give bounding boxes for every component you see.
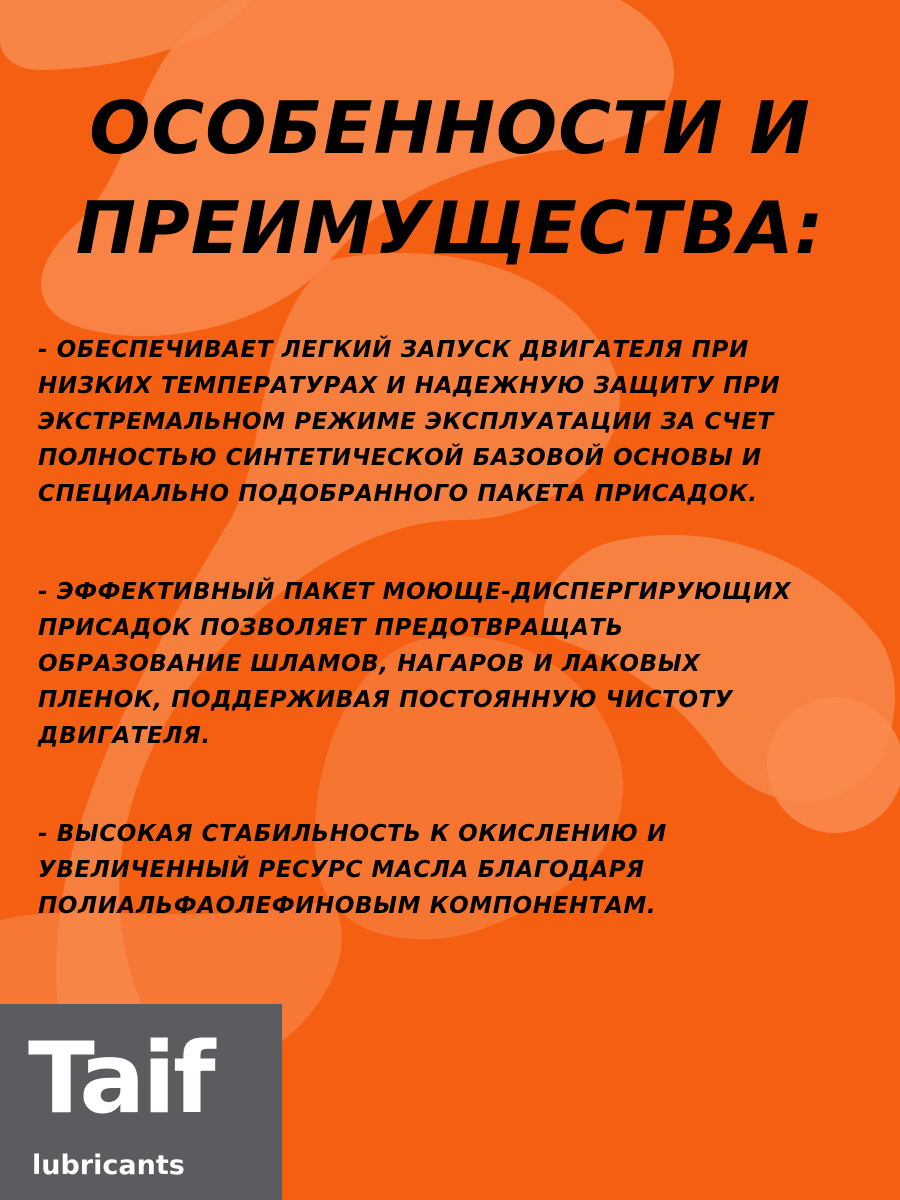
feature-paragraph-2 (38, 574, 868, 754)
taif-logo (0, 1004, 282, 1200)
feature-line: ДВИГАТЕЛЯ. (38, 723, 211, 749)
logo-subtitle: lubricants (32, 1150, 185, 1181)
feature-paragraph-1 (38, 332, 868, 512)
feature-line: ПРИСАДОК ПОЗВОЛЯЕТ ПРЕДОТВРАЩАТЬ (38, 615, 624, 641)
title-line-2: ПРЕИМУЩЕСТВА: (75, 186, 825, 270)
feature-line: ПЛЕНОК, ПОДДЕРЖИВАЯ ПОСТОЯННУЮ ЧИСТОТУ (38, 687, 734, 713)
feature-line: - ЭФФЕКТИВНЫЙ ПАКЕТ МОЮЩЕ-ДИСПЕРГИРУЮЩИХ (38, 579, 792, 605)
logo-wordmark: Taif (28, 1022, 213, 1136)
feature-paragraph-3 (38, 816, 868, 924)
feature-line: ОБРАЗОВАНИЕ ШЛАМОВ, НАГАРОВ И ЛАКОВЫХ (38, 651, 701, 677)
feature-line: УВЕЛИЧЕННЫЙ РЕСУРС МАСЛА БЛАГОДАРЯ (38, 857, 645, 883)
feature-line: НИЗКИХ ТЕМПЕРАТУРАХ И НАДЕЖНУЮ ЗАЩИТУ ПРИ (38, 373, 781, 399)
title-line-1: ОСОБЕННОСТИ И (89, 86, 811, 170)
feature-line: ЭКСТРЕМАЛЬНОМ РЕЖИМЕ ЭКСПЛУАТАЦИИ ЗА СЧЕТ (38, 409, 774, 435)
feature-line: ПОЛНОСТЬЮ СИНТЕТИЧЕСКОЙ БАЗОВОЙ ОСНОВЫ И (38, 445, 762, 471)
page-title (0, 78, 900, 278)
feature-line: СПЕЦИАЛЬНО ПОДОБРАННОГО ПАКЕТА ПРИСАДОК. (38, 481, 758, 507)
feature-line: - ВЫСОКАЯ СТАБИЛЬНОСТЬ К ОКИСЛЕНИЮ И (38, 821, 667, 847)
feature-line: - ОБЕСПЕЧИВАЕТ ЛЕГКИЙ ЗАПУСК ДВИГАТЕЛЯ ПРИ (38, 337, 749, 363)
feature-line: ПОЛИАЛЬФАОЛЕФИНОВЫМ КОМПОНЕНТАМ. (38, 893, 657, 919)
